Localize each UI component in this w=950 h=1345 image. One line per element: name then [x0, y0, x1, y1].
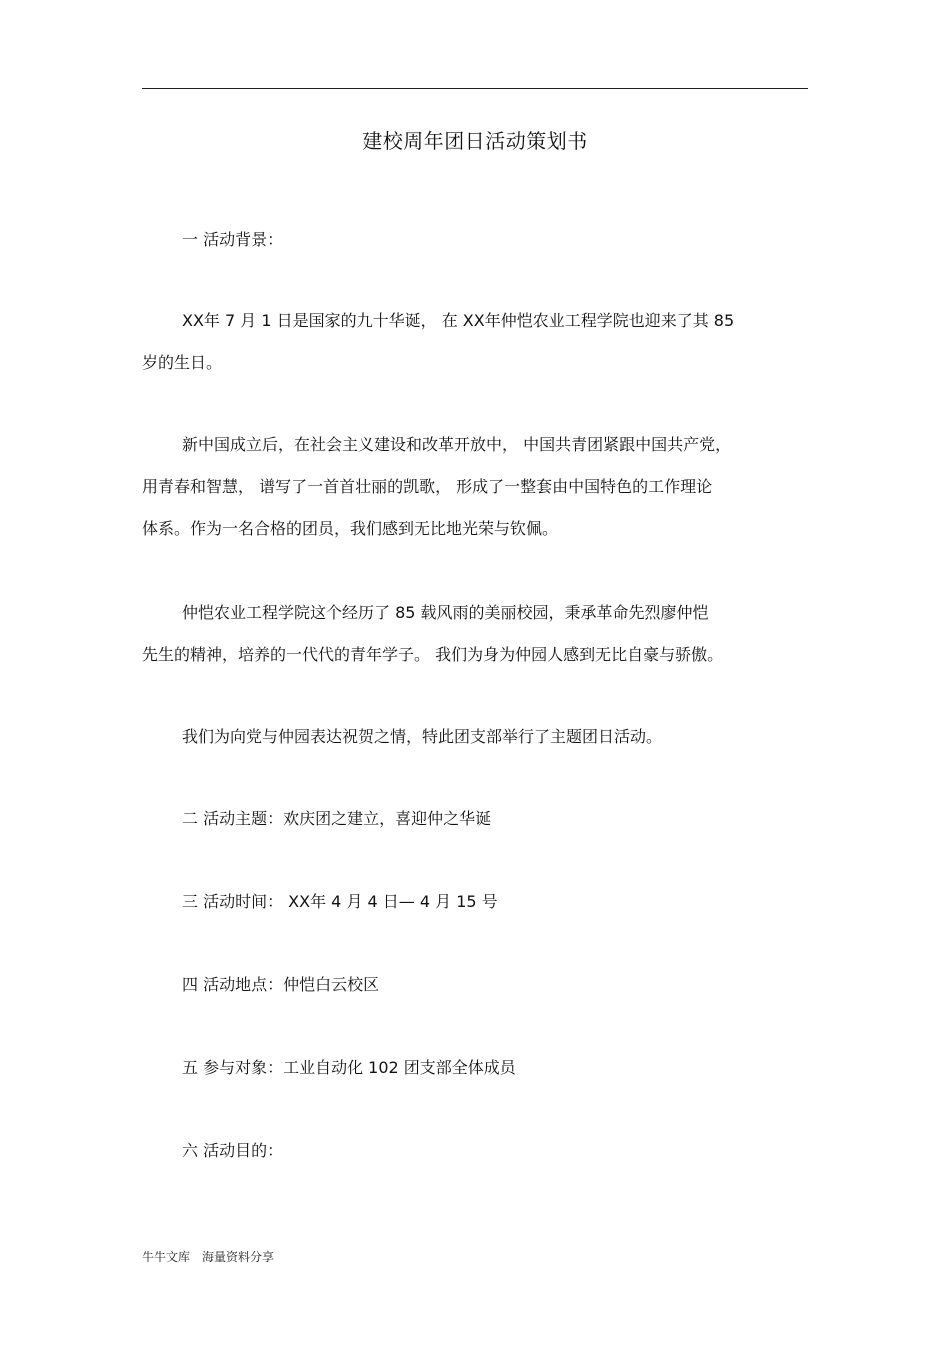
paragraph-background-1: [142, 300, 808, 384]
section-place: [142, 964, 808, 1006]
paragraph-line: XX年 7 月 1 日是国家的九十华诞， 在 XX年仲恺农业工程学院也迎来了其 85: [182, 311, 735, 330]
section-time: [142, 881, 808, 923]
section-heading-text: 六 活动目的：: [182, 1141, 284, 1160]
paragraph-line: 我们为向党与仲园表达祝贺之情，特此团支部举行了主题团日活动。: [182, 727, 663, 746]
page-footer: [142, 1248, 274, 1266]
section-heading-text: 三 活动时间： XX年 4 月 4 日— 4 月 15 号: [182, 892, 498, 911]
paragraph-background-3: [142, 592, 808, 676]
paragraph-background-4: [142, 716, 808, 758]
section-purpose-heading: [142, 1130, 808, 1172]
section-heading-text: 二 活动主题：欢庆团之建立，喜迎仲之华诞: [182, 809, 492, 828]
section-theme: [142, 798, 808, 840]
header-divider: [142, 88, 808, 89]
section-heading-text: 一 活动背景：: [182, 230, 284, 249]
section-heading-text: 四 活动地点：仲恺白云校区: [182, 975, 380, 994]
document-title: 建校周年团日活动策划书: [362, 129, 588, 153]
footer-slogan: 海量资料分享: [202, 1250, 275, 1264]
footer-brand: 牛牛文库: [142, 1250, 191, 1264]
section-heading-text: 五 参与对象：工业自动化 102 团支部全体成员: [182, 1058, 516, 1077]
paragraph-line: 体系。作为一名合格的团员，我们感到无比地光荣与钦佩。: [142, 519, 559, 538]
paragraph-line: 用青春和智慧， 谱写了一首首壮丽的凯歌， 形成了一整套由中国特色的工作理论: [142, 477, 713, 496]
section-background-heading: [142, 219, 808, 261]
section-participants: [142, 1047, 808, 1089]
paragraph-line: 先生的精神，培养的一代代的青年学子。 我们为身为仲园人感到无比自豪与骄傲。: [142, 645, 724, 664]
paragraph-line: 新中国成立后，在社会主义建设和改革开放中， 中国共青团紧跟中国共产党，: [182, 435, 732, 454]
paragraph-line: 岁的生日。: [142, 353, 223, 372]
paragraph-background-2: [142, 424, 808, 550]
paragraph-line: 仲恺农业工程学院这个经历了 85 载风雨的美丽校园，秉承革命先烈廖仲恺: [182, 603, 709, 622]
